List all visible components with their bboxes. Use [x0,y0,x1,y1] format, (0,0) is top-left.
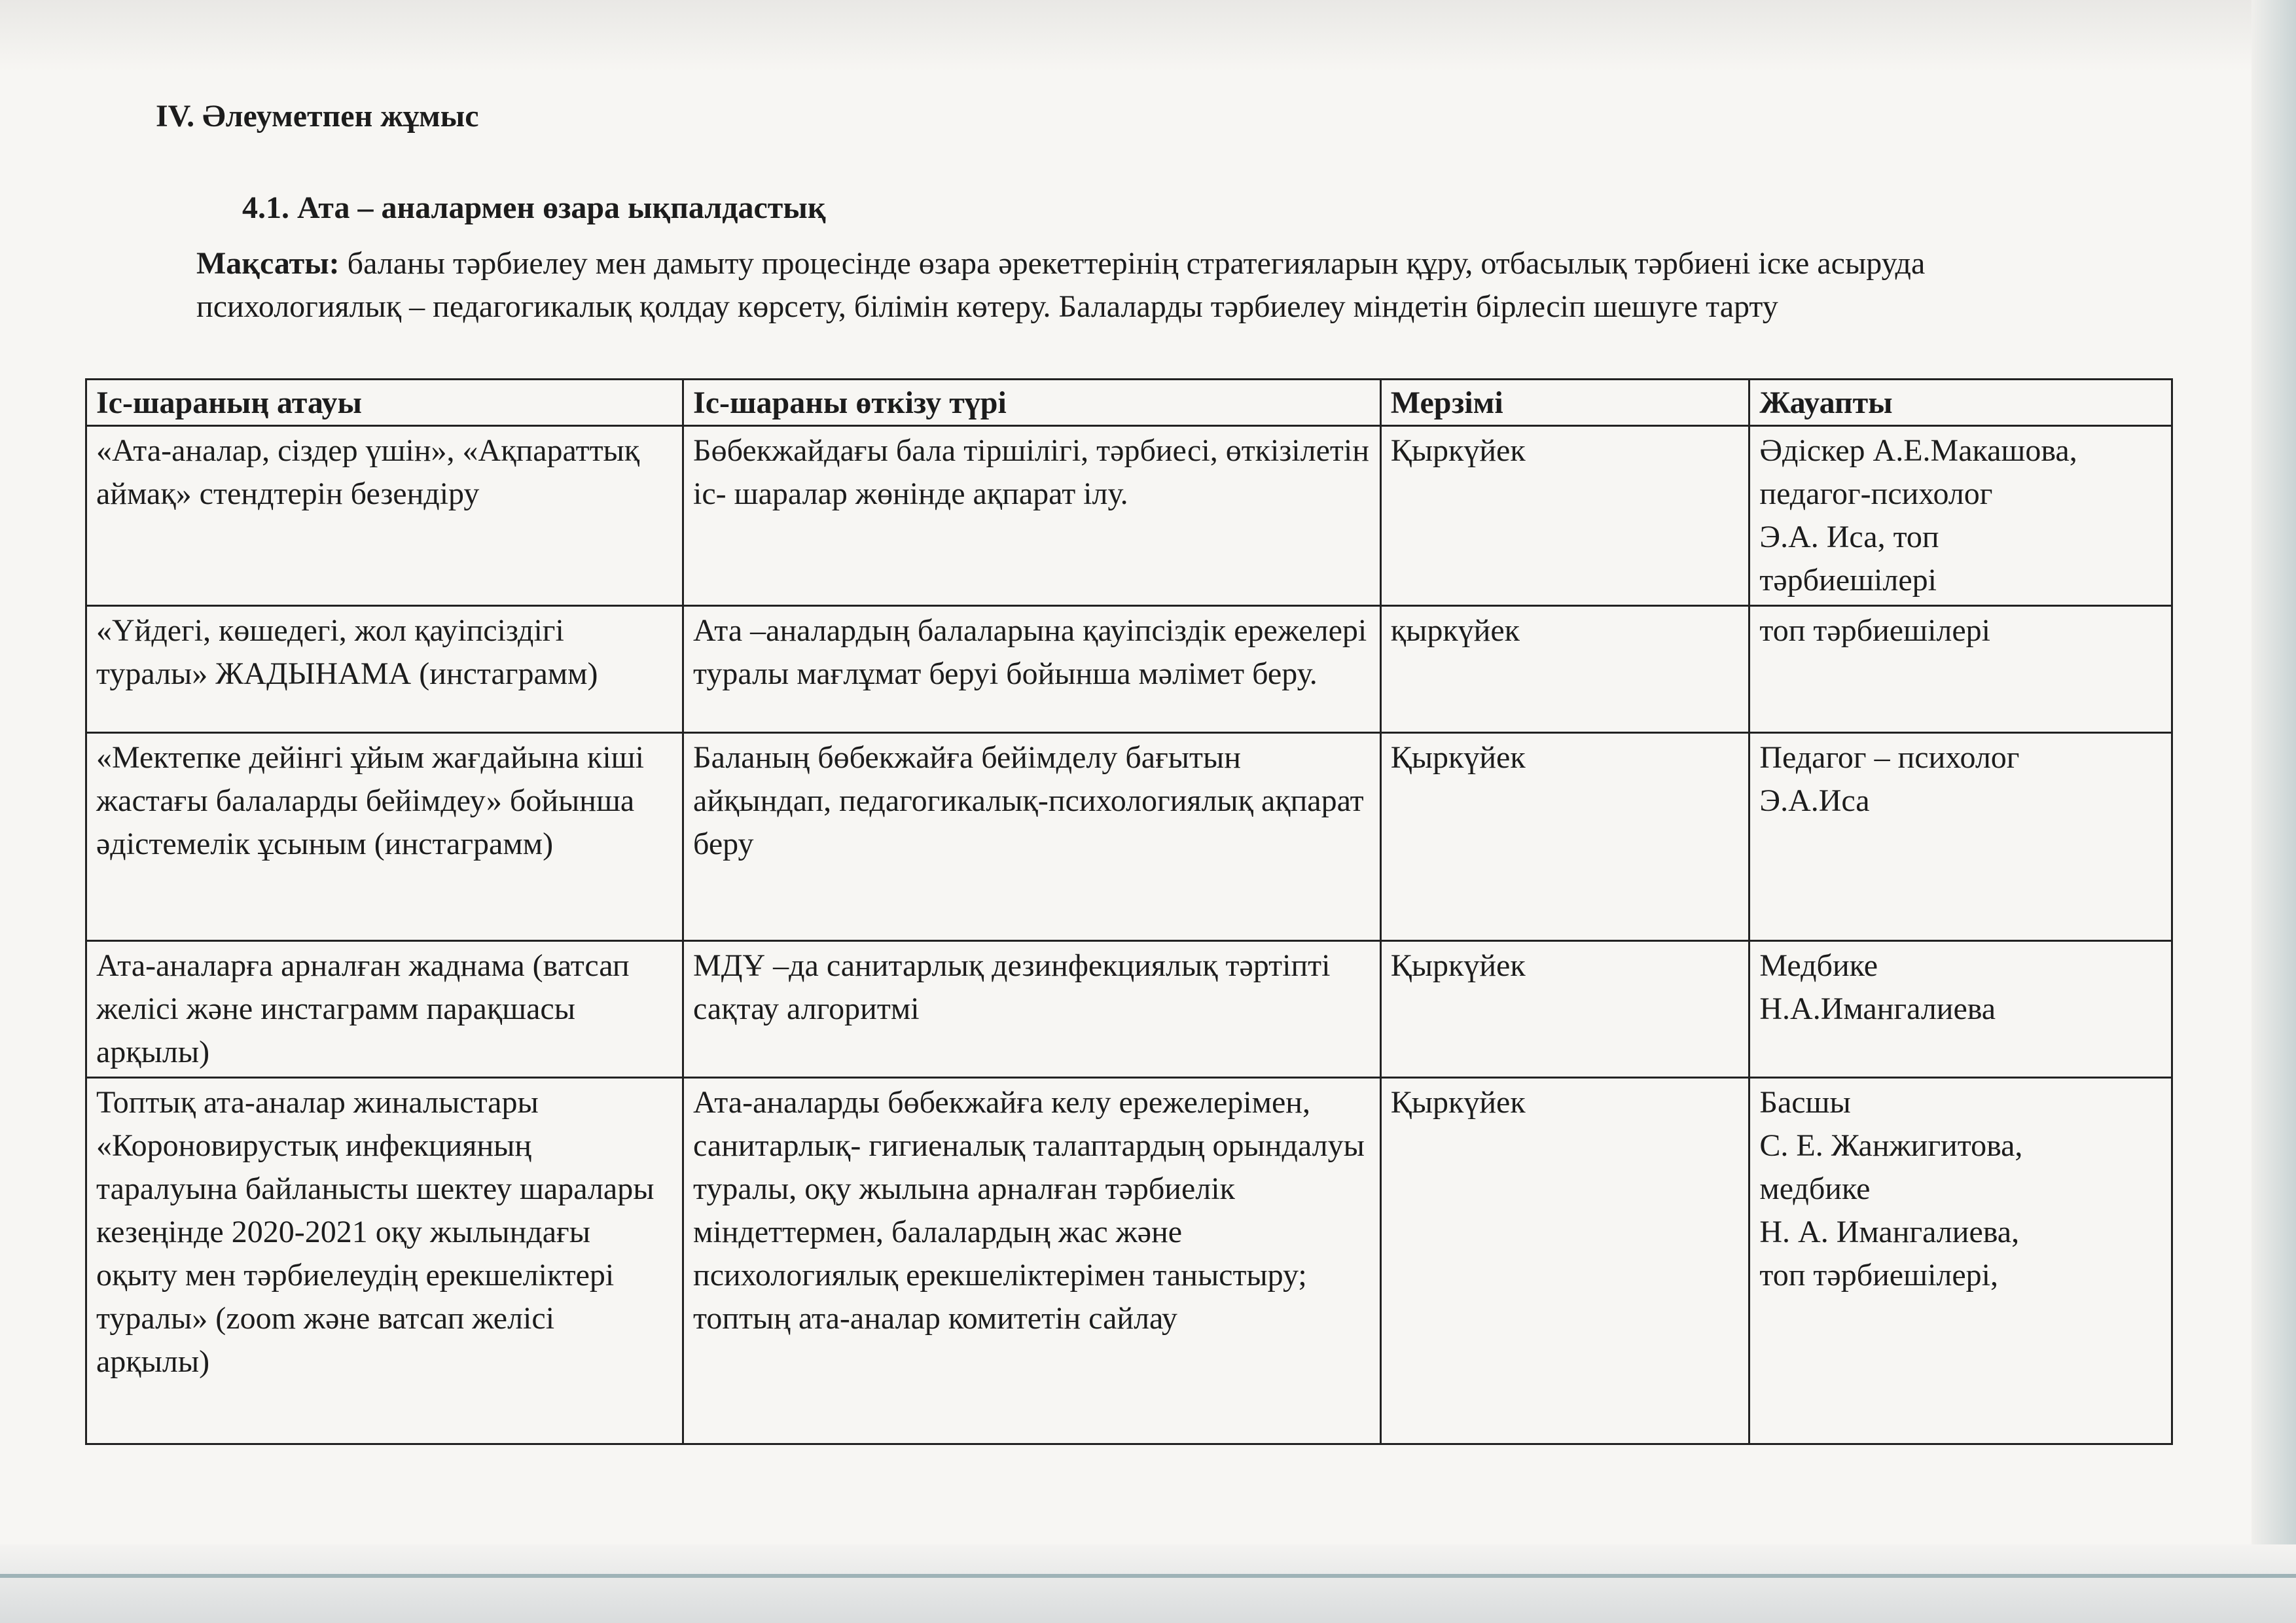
event-name-cell: Ата-аналарға арналған жаднама (ватсап желісі және инстаграмм парақшасы арқылы) [86,941,683,1078]
purpose-label: Мақсаты: [196,246,340,281]
event-date-cell: Қыркүйек [1380,733,1749,941]
event-name-cell: «Мектепке дейінгі ұйым жағдайына кіші жастағы балаларды бейімдеу» бойынша әдістемелік ұсыным (инстаграмм) [86,733,683,941]
table-row [86,1078,2172,1444]
scan-top-shadow [0,0,2296,72]
event-date-cell: Қыркүйек [1380,941,1749,1078]
table-row [86,606,2172,733]
event-form-cell: Ата –аналардың балаларына қауіпсіздік ережелері туралы мағлұмат беруі бойынша мәлімет беру. [683,606,1381,733]
responsible-line: Н.А.Имангалиева [1759,991,1996,1026]
responsible-line: С. Е. Жанжигитова, [1759,1128,2023,1163]
event-name-cell: «Ата-аналар, сіздер үшін», «Ақпараттық аймақ» стендтерін безендіру [86,426,683,606]
event-responsible-cell [1749,426,2172,606]
responsible-line: Басшы [1759,1085,1851,1120]
event-responsible-cell [1749,941,2172,1078]
responsible-line: Педагог – психолог [1759,740,2020,775]
header-responsible: Жауапты [1749,380,2172,426]
event-form-cell: Ата-аналарды бөбекжайға келу ережелерімен, санитарлық- гигиеналық талаптардың орындалуы туралы, оқу жылына арналған тәрбиелік міндеттермен, балалардың жас және психологиялық ерекшеліктерімен таныстыру; топтың ата-аналар комитетін сайлау [683,1078,1381,1444]
event-form-cell: МДҰ –да санитарлық дезинфекциялық тәртіпті сақтау алгоритмі [683,941,1381,1078]
purpose-text: баланы тәрбиелеу мен дамыту процесінде өзара әрекеттерінің стратегияларын құру, отбасылық тәрбиені іске асыруда психологиялық – педагогикалық қолдау көрсету, білімін көтеру. Балаларды тәрбиелеу міндетін бірлесіп шешуге тарту [196,246,1926,324]
event-name-cell: Топтық ата-аналар жиналыстары «Короновирустық инфекцияның таралуына байланысты шектеу шаралары кезеңінде 2020-2021 оқу жылындағы оқыту мен тәрбиелеудің ерекшеліктері туралы» (zoom және ватсап желісі арқылы) [86,1078,683,1444]
event-form-cell: Баланың бөбекжайға бейімделу бағытын айқындап, педагогикалық-психологиялық ақпарат беру [683,733,1381,941]
purpose-paragraph [196,242,2003,329]
responsible-line: Э.А.Иса [1759,783,1870,818]
events-table [85,378,2173,1445]
responsible-line: тәрбиешілері [1759,563,1937,597]
event-responsible-cell [1749,733,2172,941]
scan-right-edge [2251,0,2296,1623]
section-subtitle: 4.1. Ата – аналармен өзара ықпалдастық [242,190,826,225]
scan-bottom-edge [0,1544,2296,1623]
responsible-line: Э.А. Иса, топ [1759,520,1939,554]
header-event-name: Іс-шараның атауы [86,380,683,426]
event-date-cell: қыркүйек [1380,606,1749,733]
header-date: Мерзімі [1380,380,1749,426]
table-header-row [86,380,2172,426]
event-responsible-cell [1749,1078,2172,1444]
header-event-form: Іс-шараны өткізу түрі [683,380,1381,426]
event-form-cell: Бөбекжайдағы бала тіршілігі, тәрбиесі, өткізілетін іс- шаралар жөнінде ақпарат ілу. [683,426,1381,606]
responsible-line: медбике [1759,1171,1871,1206]
responsible-line: Әдіскер А.Е.Макашова, [1759,433,2077,468]
section-title: IV. Әлеуметпен жұмыс [156,99,479,134]
responsible-line: Н. А. Имангалиева, [1759,1215,2020,1249]
event-responsible-cell [1749,606,2172,733]
table-row [86,426,2172,606]
responsible-line: топ тәрбиешілері [1759,613,1990,648]
responsible-line: Медбике [1759,948,1878,983]
table-row [86,733,2172,941]
event-date-cell: Қыркүйек [1380,426,1749,606]
table-row [86,941,2172,1078]
responsible-line: топ тәрбиешілері, [1759,1258,1998,1293]
event-name-cell: «Үйдегі, көшедегі, жол қауіпсіздігі туралы» ЖАДЫНАМА (инстаграмм) [86,606,683,733]
event-date-cell: Қыркүйек [1380,1078,1749,1444]
responsible-line: педагог-психолог [1759,476,1993,511]
